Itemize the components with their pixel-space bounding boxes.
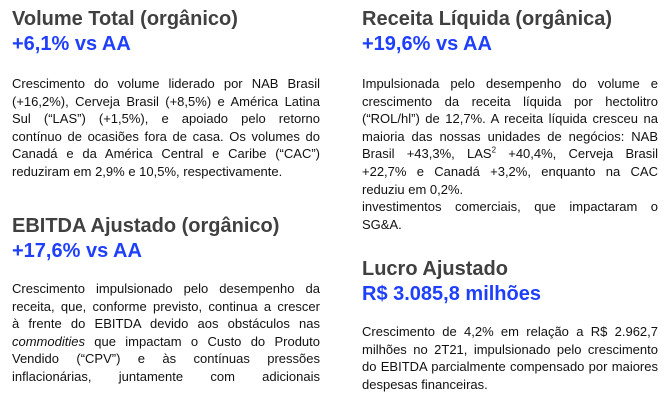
- lucro-paragraph: [362, 323, 658, 393]
- receita-title: Receita Líquida (orgânica): [362, 8, 613, 30]
- volume-line: (+16,2%), Cerveja Brasil (+8,5%) e América Latina: [12, 93, 320, 109]
- volume-paragraph: [12, 75, 320, 181]
- receita-line: investimentos comerciais, que impactaram o: [362, 199, 658, 215]
- receita-metric: +19,6% vs AA: [362, 33, 492, 55]
- receita-line-part: +40,4%, Cerveja Brasil: [496, 146, 658, 162]
- volume-line: reduziram em 2,9% e 10,5%, respectivamente.: [12, 163, 283, 179]
- volume-section: [12, 7, 320, 181]
- volume-line: Crescimento do volume liderado por NAB Brasil: [12, 76, 320, 91]
- ebitda-line: Vendido (“CPV”) e às contínuas pressões: [12, 351, 320, 367]
- ebitda-line: à frente do EBITDA devido aos obstáculos nas: [12, 316, 320, 332]
- receita-line: SG&A.: [362, 216, 402, 232]
- volume-metric: +6,1% vs AA: [12, 33, 131, 55]
- receita-paragraph: [362, 75, 658, 233]
- volume-line: Canadá e da América Central e Caribe (“CAC”): [12, 146, 320, 162]
- ebitda-section: [12, 214, 320, 386]
- volume-line: Sul (“LAS”) (+1,5%), e apoiado pelo retorno: [12, 111, 320, 127]
- lucro-line: milhões no 2T21, impulsionado pelo crescimento: [362, 341, 658, 357]
- volume-line: contínuo de ocasiões fora de casa. Os volumes do: [12, 128, 320, 144]
- lucro-metric: R$ 3.085,8 milhões: [362, 283, 541, 305]
- receita-line: reduziu em 0,2%.: [362, 181, 464, 197]
- footnote-marker: 2: [491, 146, 497, 156]
- ebitda-title: EBITDA Ajustado (orgânico): [12, 215, 280, 237]
- receita-line-part: Brasil +43,3%, LAS: [362, 146, 492, 162]
- receita-line: crescimento da receita líquida por hectolitro: [362, 93, 658, 109]
- commodities-term: commodities: [12, 333, 85, 349]
- ebitda-paragraph: [12, 280, 320, 386]
- receita-line: Impulsionada pelo desempenho do volume e: [362, 76, 658, 91]
- lucro-line: do EBITDA parcialmente compensado por maiores: [362, 359, 658, 375]
- ebitda-line: inflacionárias, juntamente com adicionais: [12, 368, 320, 384]
- ebitda-line: receita, que, conforme previsto, continua a crescer: [12, 298, 320, 314]
- receita-line: [362, 145, 658, 163]
- receita-line: (“ROL/hl”) de 12,7%. A receita líquida cresceu na: [362, 111, 658, 127]
- receita-line: +22,7% e Canadá +3,2%, enquanto na CAC: [362, 163, 658, 179]
- volume-title: Volume Total (orgânico): [12, 8, 238, 30]
- lucro-line: despesas financeiras.: [362, 376, 488, 392]
- ebitda-metric: +17,6% vs AA: [12, 240, 142, 262]
- ebitda-line: [12, 333, 320, 351]
- receita-section: [362, 7, 658, 233]
- lucro-section: [362, 257, 658, 393]
- receita-line: maioria das nossas unidades de negócios: NAB: [362, 128, 658, 144]
- lucro-title: Lucro Ajustado: [362, 258, 508, 280]
- ebitda-line-rest: que impactam o Custo do Produto: [84, 333, 320, 349]
- lucro-line: Crescimento de 4,2% em relação a R$ 2.962,7: [362, 324, 658, 339]
- ebitda-line: Crescimento impulsionado pelo desempenho da: [12, 281, 320, 296]
